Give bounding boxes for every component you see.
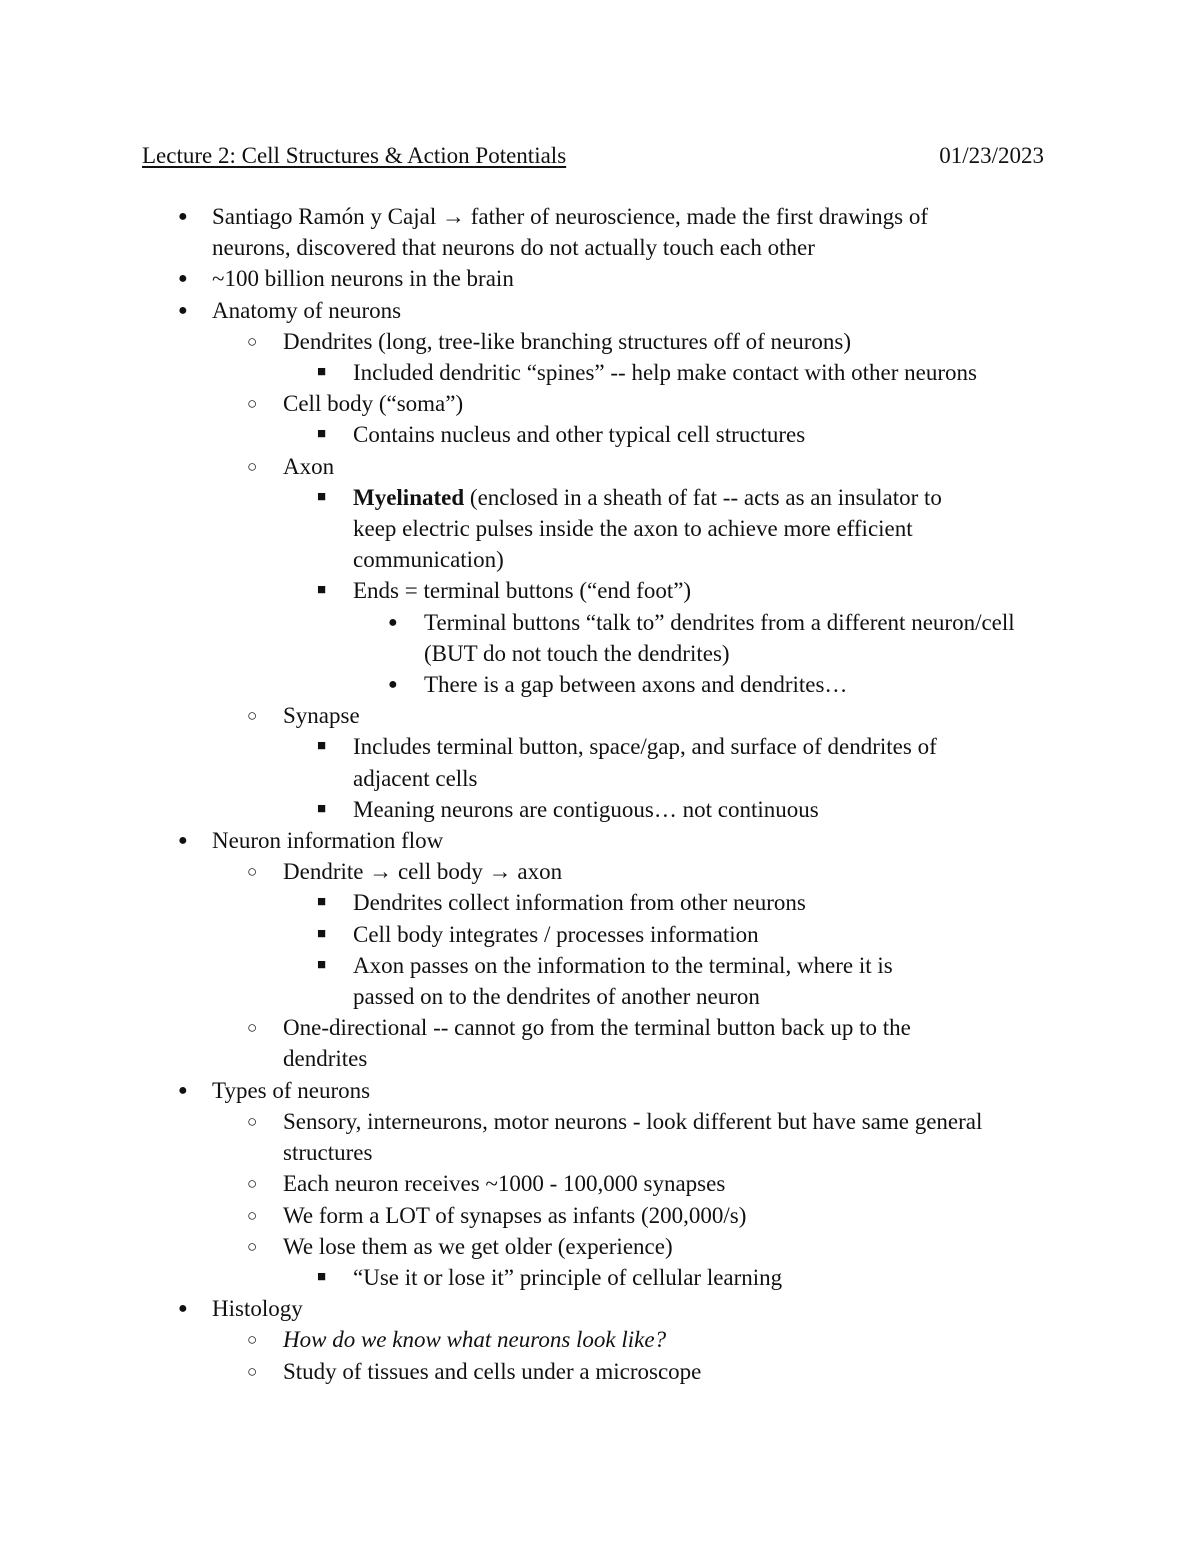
item-text: We form a LOT of synapses as infants (200,000/s)	[283, 1202, 747, 1228]
square-bullet: ■	[317, 894, 327, 911]
disc-bullet: ●	[178, 301, 188, 319]
item-text: Ends = terminal buttons (“end foot”)	[353, 578, 692, 604]
square-bullet: ■	[317, 925, 327, 942]
list-item	[0, 1231, 1200, 1262]
square-bullet: ■	[317, 488, 327, 505]
item-text: Cell body (“soma”)	[283, 391, 464, 417]
circle-bullet: ○	[247, 1205, 258, 1225]
list-item	[0, 700, 1200, 731]
disc-bullet: ●	[178, 1300, 188, 1318]
list-item	[0, 1168, 1200, 1199]
list-item	[0, 575, 1200, 606]
list-item	[0, 1356, 1200, 1387]
lecture-title: Lecture 2: Cell Structures & Action Potentials	[142, 143, 567, 168]
list-item	[0, 388, 1200, 419]
item-text: We lose them as we get older (experience)	[283, 1233, 673, 1259]
document-header	[142, 140, 1044, 171]
list-item	[0, 856, 1200, 887]
disc-bullet: ●	[388, 676, 398, 694]
square-bullet: ■	[317, 582, 327, 599]
list-item	[0, 919, 1200, 950]
item-text: Dendrites collect information from other neurons	[353, 890, 806, 916]
list-item	[0, 1012, 1200, 1074]
list-item	[0, 669, 1200, 700]
lecture-date: 01/23/2023	[939, 143, 1044, 168]
list-item	[0, 1200, 1200, 1231]
item-text: Axon	[283, 453, 335, 479]
circle-bullet: ○	[247, 456, 258, 476]
square-bullet: ■	[317, 364, 327, 381]
item-text: ~100 billion neurons in the brain	[212, 266, 514, 292]
item-text: Cell body integrates / processes information	[353, 921, 759, 947]
disc-bullet: ●	[178, 1081, 188, 1099]
list-item	[0, 1324, 1200, 1355]
list-item	[0, 357, 1200, 388]
item-text: Each neuron receives ~1000 - 100,000 synapses	[283, 1171, 726, 1197]
list-item	[0, 1075, 1200, 1106]
list-item	[0, 607, 1200, 669]
list-item	[0, 482, 1200, 576]
myelinated-term: Myelinated	[353, 484, 465, 510]
list-item	[0, 295, 1200, 326]
myelinated-description: (enclosed in a sheath of fat -- acts as an insulator to keep electric pulses inside the axon to achieve more efficient communication)	[353, 484, 942, 573]
circle-bullet: ○	[247, 1174, 258, 1194]
disc-bullet: ●	[178, 832, 188, 850]
list-item	[0, 201, 1200, 263]
item-text: There is a gap between axons and dendrites…	[424, 672, 848, 698]
item-text: Synapse	[283, 703, 360, 729]
item-text: How do we know what neurons look like?	[283, 1327, 667, 1353]
item-text: Histology	[212, 1296, 303, 1322]
list-item	[0, 887, 1200, 918]
item-text: “Use it or lose it” principle of cellular learning	[353, 1264, 783, 1290]
item-text: Terminal buttons “talk to” dendrites from a different neuron/cell (BUT do not touch the dendrites)	[424, 609, 1015, 666]
item-text: Sensory, interneurons, motor neurons - look different but have same general structures	[283, 1108, 983, 1166]
item-text: Axon passes on the information to the terminal, where it is passed on to the dendrites of another neuron	[353, 952, 893, 1010]
circle-bullet: ○	[247, 1236, 258, 1256]
square-bullet: ■	[317, 738, 327, 755]
circle-bullet: ○	[247, 394, 258, 414]
item-text: Contains nucleus and other typical cell structures	[353, 422, 806, 448]
item-text: Includes terminal button, space/gap, and surface of dendrites of adjacent cells	[353, 734, 937, 791]
disc-bullet: ●	[178, 208, 188, 225]
circle-bullet: ○	[247, 862, 258, 882]
list-item	[0, 825, 1200, 856]
list-item	[0, 419, 1200, 450]
circle-bullet: ○	[247, 331, 258, 351]
disc-bullet: ●	[178, 270, 188, 288]
list-item	[0, 950, 1200, 1012]
list-item	[0, 1293, 1200, 1324]
list-item	[0, 794, 1200, 825]
item-text: Santiago Ramón y Cajal → father of neuroscience, made the first drawings of neurons, discovered that neurons do not actually touch each other	[212, 204, 928, 261]
circle-bullet: ○	[247, 706, 258, 726]
list-item	[0, 731, 1200, 793]
item-text: Types of neurons	[212, 1077, 371, 1103]
item-text: Dendrites (long, tree-like branching structures off of neurons)	[283, 328, 852, 354]
item-text: Study of tissues and cells under a microscope	[283, 1358, 702, 1384]
list-item	[0, 451, 1200, 482]
notes-list	[0, 201, 1200, 1387]
circle-bullet: ○	[247, 1361, 258, 1381]
circle-bullet: ○	[247, 1018, 258, 1038]
item-text: Anatomy of neurons	[212, 297, 402, 323]
list-item	[0, 1262, 1200, 1293]
circle-bullet: ○	[247, 1111, 258, 1131]
list-item	[0, 1106, 1200, 1168]
item-text	[353, 482, 953, 576]
list-item	[0, 263, 1200, 294]
item-text: Included dendritic “spines” -- help make contact with other neurons	[353, 360, 977, 386]
item-text: Meaning neurons are contiguous… not continuous	[353, 796, 819, 822]
square-bullet: ■	[317, 426, 327, 443]
item-text: Dendrite → cell body → axon	[283, 859, 563, 885]
square-bullet: ■	[317, 800, 327, 817]
square-bullet: ■	[317, 1268, 327, 1285]
square-bullet: ■	[317, 956, 327, 973]
item-text: Neuron information flow	[212, 828, 444, 854]
list-item	[0, 326, 1200, 357]
circle-bullet: ○	[247, 1330, 258, 1350]
item-text: One-directional -- cannot go from the terminal button back up to the dendrites	[283, 1015, 911, 1072]
disc-bullet: ●	[388, 613, 398, 631]
